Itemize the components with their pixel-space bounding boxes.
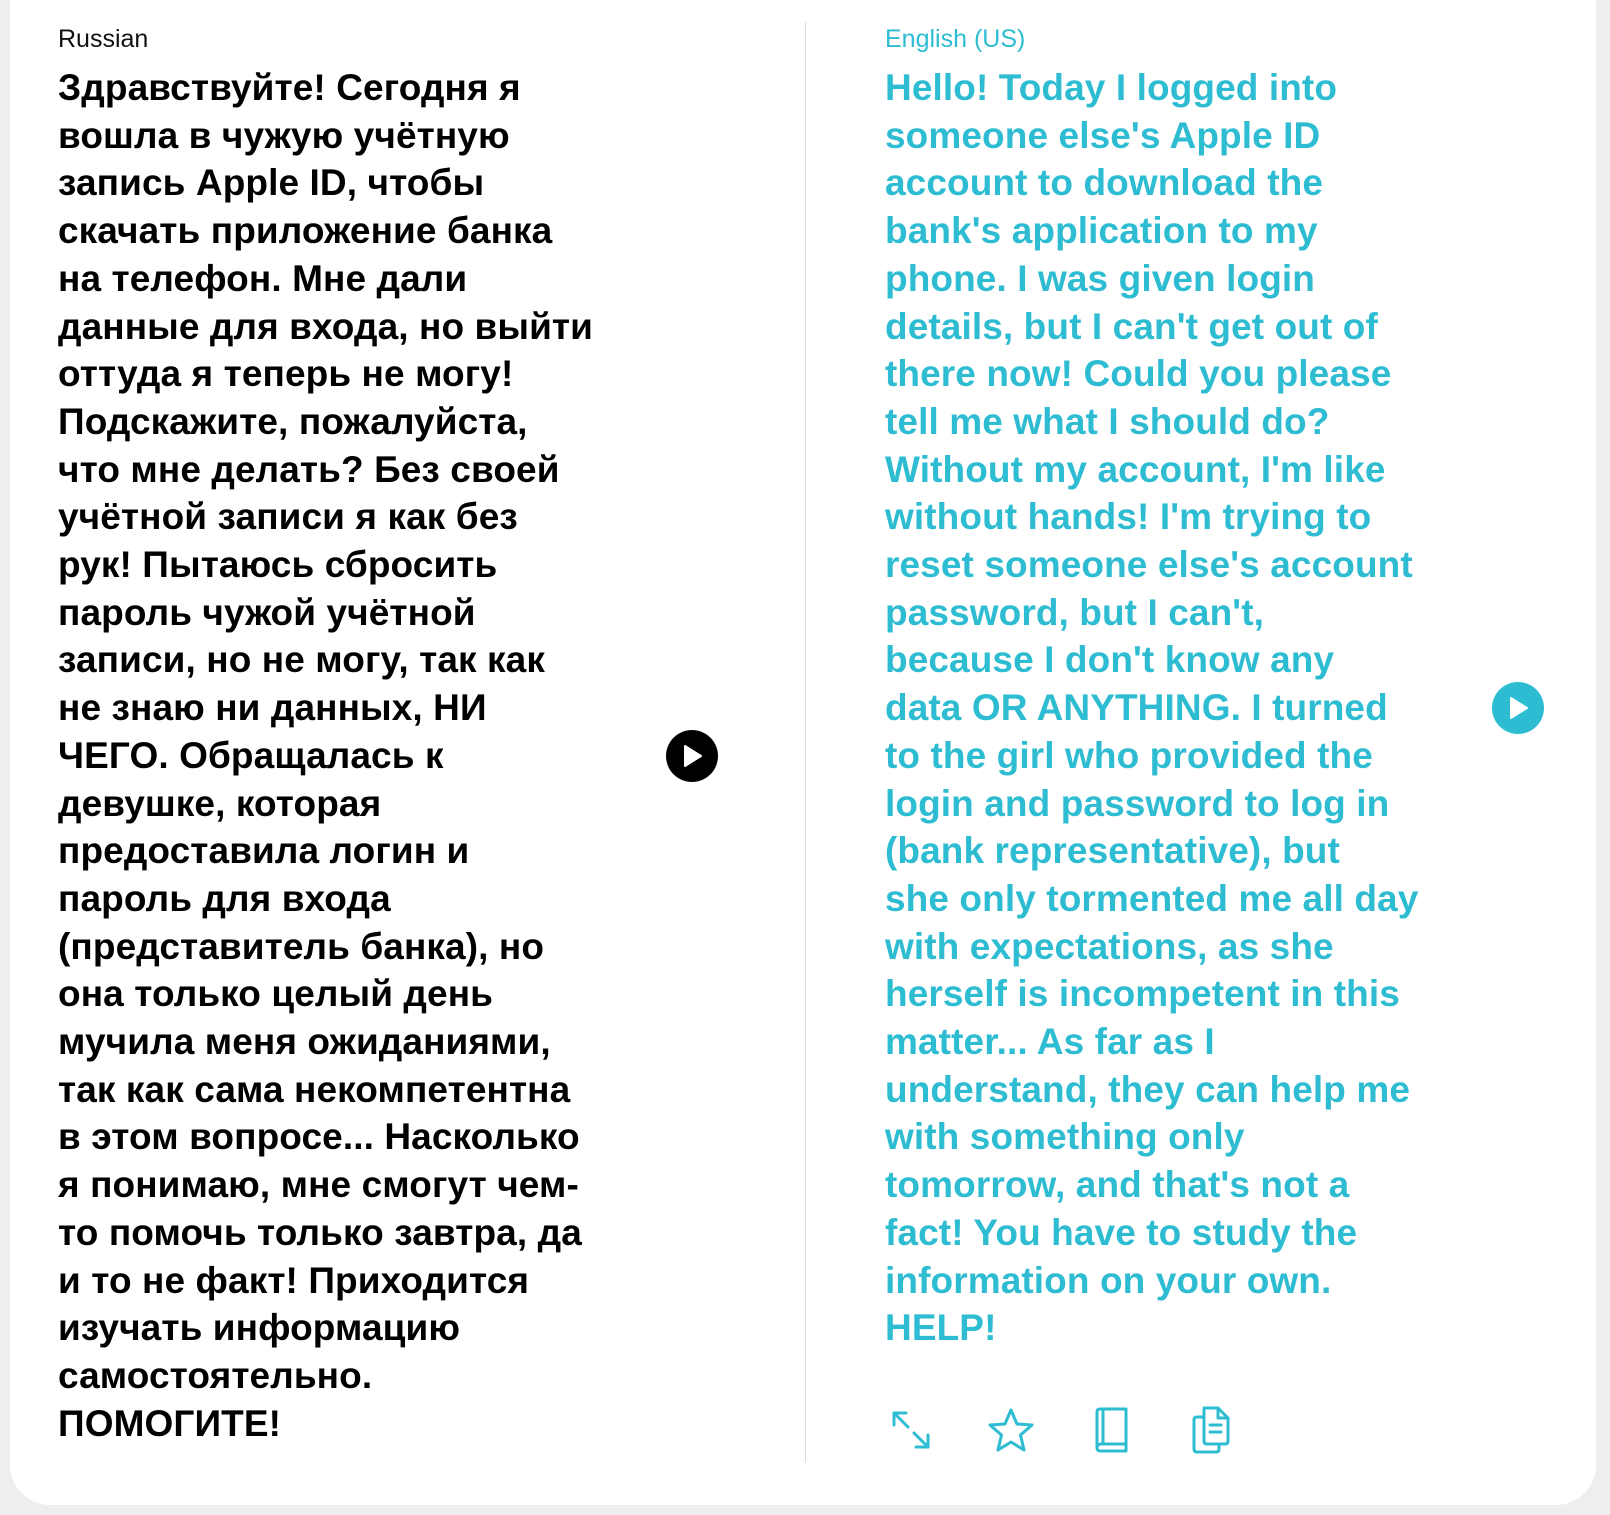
translation-line: with expectations, as she bbox=[885, 925, 1334, 967]
source-line: запись Apple ID, чтобы bbox=[58, 162, 485, 204]
play-icon bbox=[681, 744, 703, 768]
source-line: оттуда я теперь не могу! bbox=[58, 353, 514, 395]
source-line: рук! Пытаюсь сбросить bbox=[58, 544, 498, 586]
source-text[interactable] bbox=[58, 64, 638, 1447]
translation-line: tomorrow, and that's not a bbox=[885, 1164, 1350, 1206]
translation-line: reset someone else's account bbox=[885, 544, 1413, 586]
translation-line: she only tormented me all day bbox=[885, 877, 1419, 919]
translation-line: bank's application to my bbox=[885, 210, 1318, 252]
source-line: вошла в чужую учётную bbox=[58, 114, 510, 156]
source-line: учётной записи я как без bbox=[58, 496, 518, 538]
source-line: то помочь только завтра, да bbox=[58, 1211, 582, 1253]
translation-line: without hands! I'm trying to bbox=[885, 496, 1372, 538]
translation-line: data OR ANYTHING. I turned bbox=[885, 687, 1388, 729]
copy-icon bbox=[1188, 1405, 1234, 1455]
source-line: что мне делать? Без своей bbox=[58, 448, 560, 490]
translation-line: phone. I was given login bbox=[885, 257, 1315, 299]
translation-line: (bank representative), but bbox=[885, 830, 1340, 872]
source-line: пароль для входа bbox=[58, 877, 391, 919]
translation-line: login and password to log in bbox=[885, 782, 1390, 824]
source-play-button[interactable] bbox=[666, 730, 718, 782]
translation-play-button[interactable] bbox=[1492, 682, 1544, 734]
source-language-label: Russian bbox=[58, 25, 149, 53]
translation-line: someone else's Apple ID bbox=[885, 114, 1321, 156]
translation-line: information on your own. bbox=[885, 1259, 1332, 1301]
copy-button[interactable] bbox=[1185, 1404, 1237, 1456]
expand-button[interactable] bbox=[885, 1404, 937, 1456]
translation-line: Hello! Today I logged into bbox=[885, 67, 1338, 108]
source-line: Подскажите, пожалуйста, bbox=[58, 400, 528, 442]
source-line: изучать информацию bbox=[58, 1307, 461, 1349]
source-line: ЧЕГО. Обращалась к bbox=[58, 734, 444, 776]
source-line: данные для входа, но выйти bbox=[58, 305, 593, 347]
translation-line: details, but I can't get out of bbox=[885, 305, 1378, 347]
source-line: в этом вопросе... Насколько bbox=[58, 1116, 580, 1158]
source-line: я понимаю, мне смогут чем- bbox=[58, 1164, 579, 1206]
source-line: на телефон. Мне дали bbox=[58, 257, 468, 299]
translation-actions bbox=[885, 1404, 1237, 1456]
source-line: мучила меня ожиданиями, bbox=[58, 1021, 551, 1063]
source-pane bbox=[58, 24, 638, 1447]
dictionary-button[interactable] bbox=[1085, 1404, 1137, 1456]
source-line: самостоятельно. bbox=[58, 1354, 373, 1396]
source-line: не знаю ни данных, НИ bbox=[58, 687, 487, 729]
translation-line: Without my account, I'm like bbox=[885, 448, 1386, 490]
translation-pane bbox=[885, 24, 1465, 1352]
translation-text[interactable] bbox=[885, 64, 1465, 1352]
play-icon bbox=[1507, 696, 1529, 720]
translation-line: password, but I can't, bbox=[885, 591, 1264, 633]
source-line: и то не факт! Приходится bbox=[58, 1259, 530, 1301]
pane-divider bbox=[805, 22, 806, 1462]
translation-line: tell me what I should do? bbox=[885, 400, 1330, 442]
star-icon bbox=[987, 1407, 1035, 1453]
expand-icon bbox=[889, 1408, 933, 1452]
source-line: она только целый день bbox=[58, 973, 493, 1015]
translation-line: because I don't know any bbox=[885, 639, 1335, 681]
source-line: (представитель банка), но bbox=[58, 925, 545, 967]
translation-line: fact! You have to study the bbox=[885, 1211, 1358, 1253]
translation-language-label: English (US) bbox=[885, 25, 1026, 53]
translation-line: herself is incompetent in this bbox=[885, 973, 1400, 1015]
dictionary-book-icon bbox=[1091, 1406, 1131, 1454]
source-line: записи, но не могу, так как bbox=[58, 639, 545, 681]
translation-line: HELP! bbox=[885, 1307, 997, 1349]
translation-line: with something only bbox=[885, 1116, 1245, 1158]
source-line: пароль чужой учётной bbox=[58, 591, 476, 633]
source-line: Здравствуйте! Сегодня я bbox=[58, 67, 521, 108]
source-line: так как сама некомпетентна bbox=[58, 1068, 571, 1110]
translation-line: account to download the bbox=[885, 162, 1324, 204]
source-line: ПОМОГИТЕ! bbox=[58, 1402, 282, 1444]
source-line: девушке, которая bbox=[58, 782, 382, 824]
source-line: предоставила логин и bbox=[58, 830, 470, 872]
translation-line: matter... As far as I bbox=[885, 1021, 1215, 1063]
translation-line: there now! Could you please bbox=[885, 353, 1392, 395]
translation-line: to the girl who provided the bbox=[885, 734, 1373, 776]
favorite-button[interactable] bbox=[985, 1404, 1037, 1456]
translation-line: understand, they can help me bbox=[885, 1068, 1411, 1110]
source-line: скачать приложение банка bbox=[58, 210, 553, 252]
